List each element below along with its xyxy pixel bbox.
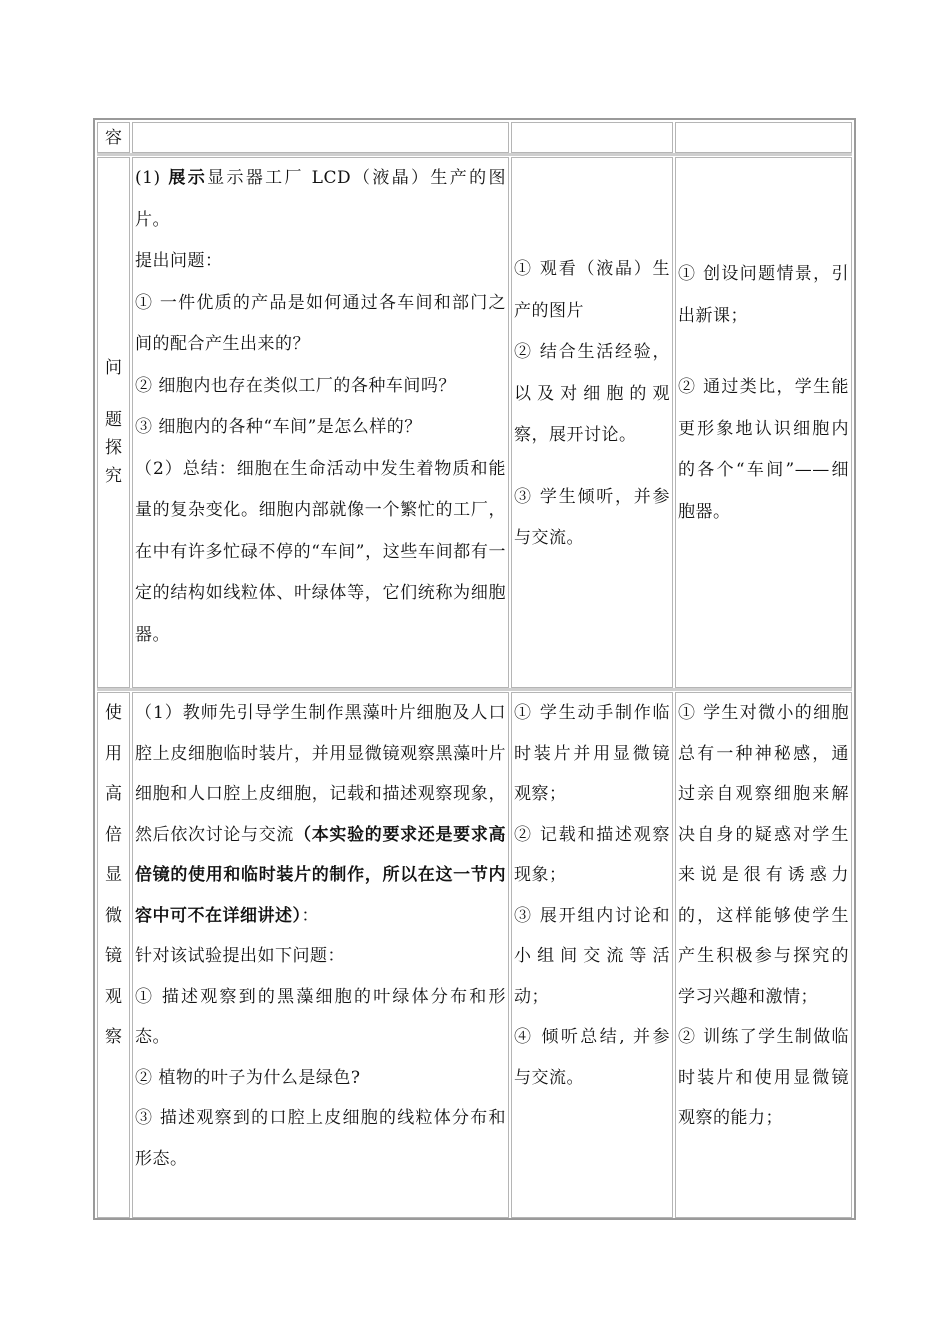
- header-label: 容: [105, 128, 122, 148]
- row1-label: 问 题探 究: [105, 358, 122, 486]
- row2-purpose: [676, 693, 851, 1139]
- row1-content-cell: [132, 157, 509, 688]
- content-paragraph: 提出问题：: [135, 251, 223, 271]
- row1-purpose-cell: [675, 157, 852, 688]
- row2-purpose-cell: [675, 692, 852, 1218]
- row1-student: [512, 158, 672, 560]
- purpose-item: ① 学生对微小的细胞总有一种神秘感，通过亲自观察细胞来解决自身的疑惑对学生来说是很有诱惑力的，这样能够使学生产生积极参与探究的学习兴趣和激情；: [678, 703, 849, 1007]
- header-purpose-cell: [675, 122, 852, 153]
- content-paragraph: （1）教师先引导学生制作黑藻叶片细胞及人口腔上皮细胞临时装片，并用显微镜观察黑藻叶片细胞和人口腔上皮细胞，记载和描述观察现象，然后依次讨论与交流（本实验的要求还是要求高倍镜的使用和临时装片的制作，所以在这一节内容中可不在详细讲述）：: [135, 703, 507, 926]
- row2-content-cell: [132, 692, 509, 1218]
- content-paragraph: (1) 展示显示器工厂 LCD（液晶）生产的图片。: [135, 168, 507, 230]
- row1-student-cell: [511, 157, 673, 688]
- lesson-table: [93, 118, 856, 1220]
- header-label-cell: [97, 122, 130, 153]
- content-paragraph: ③ 细胞内的各种“车间”是怎么样的？: [135, 417, 422, 437]
- row-divider: [97, 153, 852, 156]
- student-activity: ① 学生动手制作临时装片并用显微镜观察；: [514, 703, 670, 804]
- purpose-item: ① 创设问题情景，引出新课；: [678, 264, 849, 326]
- content-paragraph: ② 植物的叶子为什么是绿色?: [135, 1067, 361, 1088]
- row1-purpose: [676, 158, 851, 533]
- content-paragraph: ① 一件优质的产品是如何通过各车间和部门之间的配合产生出来的？: [135, 292, 506, 354]
- row2-student-cell: [511, 692, 673, 1218]
- row1-label-cell: [97, 157, 130, 688]
- row2-student: [512, 693, 672, 1098]
- student-activity: ④ 倾听总结, 并参与交流。: [514, 1027, 670, 1088]
- content-paragraph: ① 描述观察到的黑藻细胞的叶绿体分布和形态。: [135, 986, 506, 1047]
- content-paragraph: （2）总结：细胞在生命活动中发生着物质和能量的复杂变化。细胞内部就像一个繁忙的工厂，在中有许多忙碌不停的“车间”，这些车间都有一定的结构如线粒体、叶绿体等，它们统称为细胞器。: [135, 458, 506, 645]
- row-divider: [97, 688, 852, 691]
- purpose-item: ② 训练了学生制做临时装片和使用显微镜观察的能力；: [678, 1027, 849, 1128]
- content-paragraph: ② 细胞内也存在类似工厂的各种车间吗？: [135, 375, 456, 396]
- student-activity: ① 观看（液晶）生产的图片: [514, 259, 670, 321]
- content-paragraph: ③ 描述观察到的口腔上皮细胞的线粒体分布和形态。: [135, 1108, 506, 1169]
- student-activity: ③ 学生倾听，并参与交流。: [514, 486, 670, 548]
- student-activity: ③ 展开组内讨论和小组间交流等活动；: [514, 905, 670, 1007]
- content-paragraph: 针对该试验提出如下问题：: [135, 946, 345, 966]
- row2-label: 使 用 高 倍 显 微 镜 观 察: [105, 703, 122, 1047]
- purpose-item: ② 通过类比，学生能更形象地认识细胞内的各个“车间”——细胞器。: [678, 377, 849, 522]
- row1-content: [133, 158, 508, 656]
- student-activity: ② 记载和描述观察现象；: [514, 824, 670, 885]
- row2-content: [133, 693, 508, 1179]
- student-activity: ② 结合生活经验，以及对细胞的观察，展开讨论。: [514, 342, 670, 445]
- header-student-cell: [511, 122, 673, 153]
- row2-label-cell: [97, 692, 130, 1218]
- header-content-cell: [132, 122, 509, 153]
